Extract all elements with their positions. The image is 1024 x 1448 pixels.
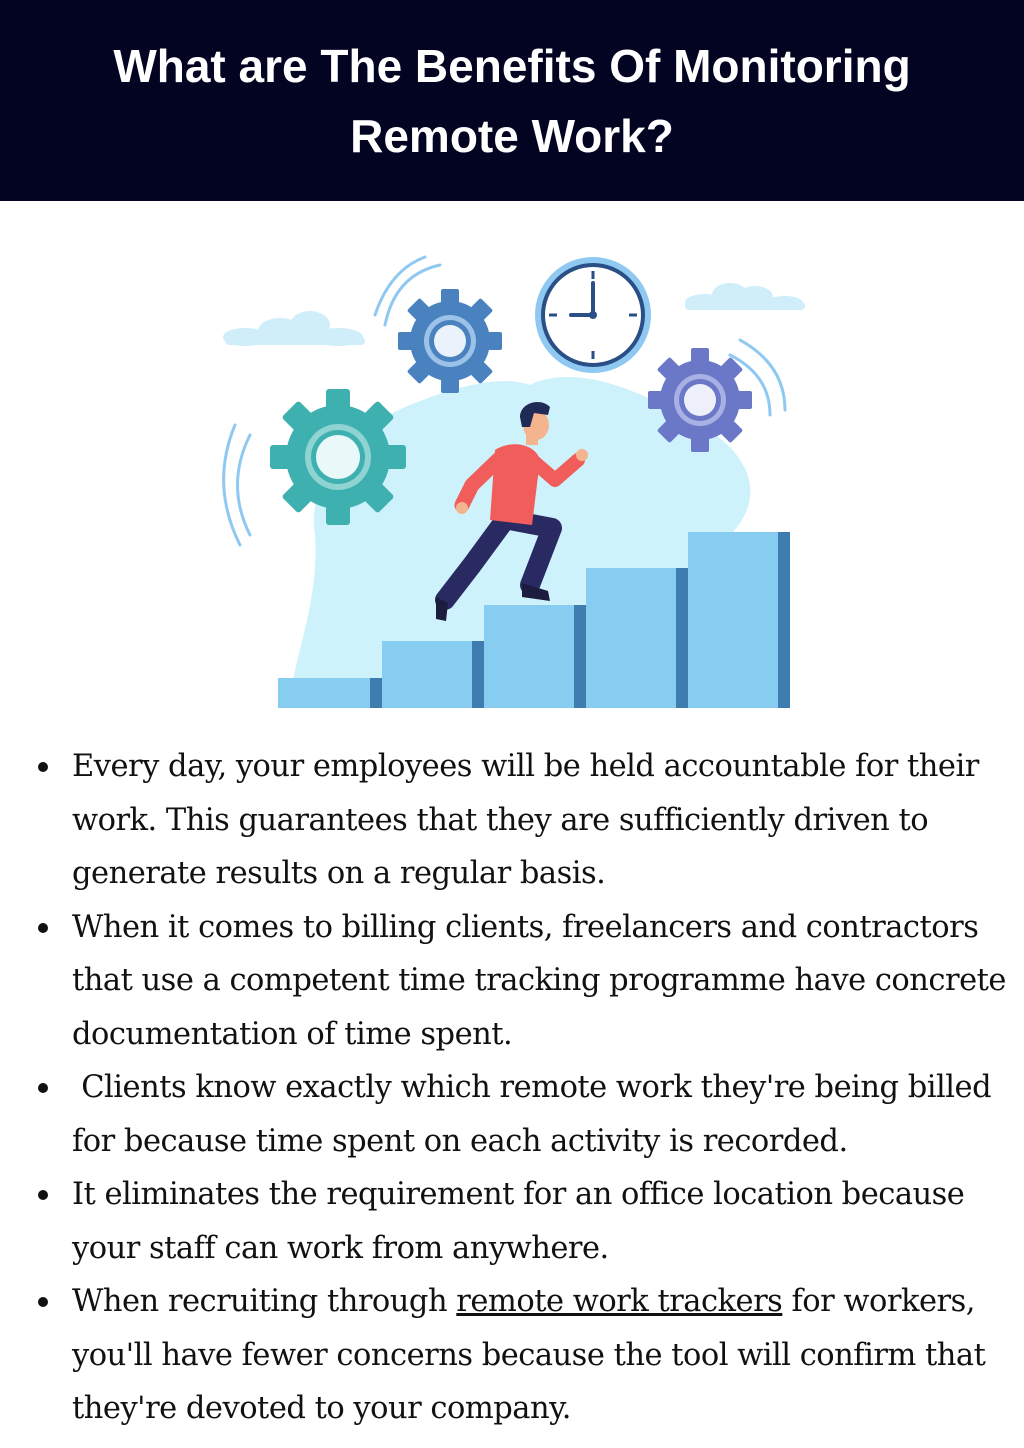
remote-work-trackers-link[interactable]: remote work trackers (456, 1284, 783, 1319)
gear-icon (270, 389, 406, 525)
benefits-list (0, 740, 1024, 1436)
list-item (0, 1275, 1024, 1436)
list-item-text: Every day, your employees will be held accountable for their work. This guarantees that they are sufficiently driven to generate results on a regular basis. (72, 749, 979, 891)
bullet-icon (38, 923, 48, 933)
page-header (0, 0, 1024, 201)
page-title (32, 31, 992, 171)
remote-work-illustration (210, 245, 820, 715)
bullet-icon (38, 762, 48, 772)
bullet-icon (38, 1083, 48, 1093)
gear-icon (648, 348, 752, 452)
list-item-text: It eliminates the requirement for an office location because your staff can work from anywhere. (72, 1177, 965, 1266)
cloud-icon (685, 283, 805, 310)
clock-icon (535, 257, 651, 373)
title-line-1: What are The Benefits Of Monitoring (113, 39, 911, 92)
list-item (0, 740, 1024, 901)
list-item (0, 1168, 1024, 1275)
gear-icon (398, 289, 502, 393)
list-item-text: Clients know exactly which remote work they're being billed for because time spent on each activity is recorded. (72, 1070, 1001, 1159)
list-item-text-end: for workers, you'll have fewer concerns because the tool will confirm that they're devoted to your company. (72, 1284, 995, 1426)
list-item (0, 1061, 1024, 1168)
list-item-text-start: When recruiting through (72, 1284, 457, 1319)
title-line-2: Remote Work? (350, 109, 674, 162)
list-item (0, 901, 1024, 1062)
list-item-text: When it comes to billing clients, freelancers and contractors that use a competent time tracking programme have concrete documentation of time spent. (72, 909, 1006, 1052)
cloud-icon (223, 311, 365, 346)
bullet-icon (38, 1297, 48, 1307)
bullet-icon (38, 1190, 48, 1200)
